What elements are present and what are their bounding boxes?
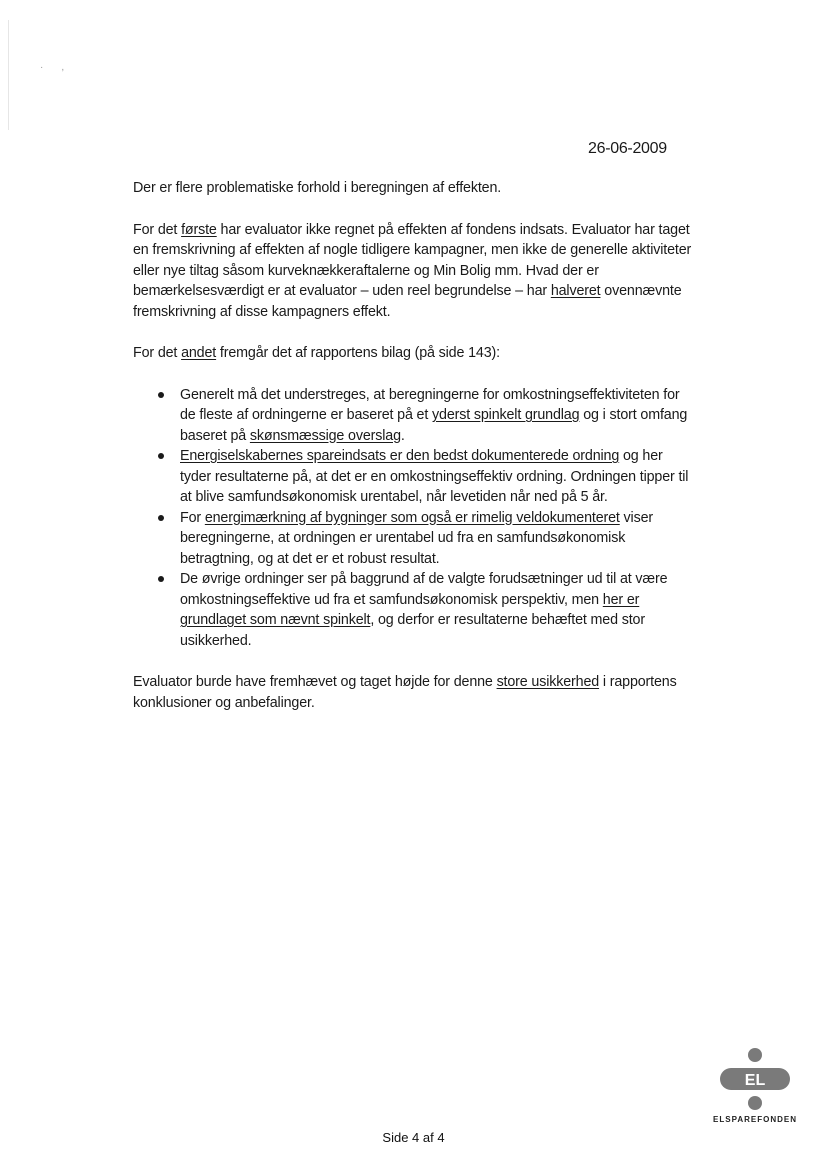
logo-bottom-dot bbox=[748, 1096, 762, 1110]
scan-specks: ·, bbox=[40, 62, 83, 73]
underlined-text: Energiselskabernes spareindsats er den bedst dokumenterede ordning bbox=[180, 448, 620, 464]
list-item: For energimærkning af bygninger som også er rimelig veldokumenteret viser beregningerne, at ordningen er urentabel ud fra en samfundsøkonomisk betragtning, og at det er et robust resultat. bbox=[133, 508, 693, 570]
underlined-text: store usikkerhed bbox=[496, 674, 600, 690]
underlined-text: yderst spinkelt grundlag bbox=[432, 407, 580, 423]
bullet-icon bbox=[158, 515, 164, 521]
bullet-icon bbox=[158, 392, 164, 398]
list-item: Generelt må det understreges, at beregningerne for omkostningseffektiviteten for de fleste af ordningerne er baseret på et yderst spinkelt grundlag og i stort omfang baseret på skønsmæssige overslag. bbox=[133, 385, 693, 447]
underlined-text: her er grundlaget som nævnt spinkelt bbox=[180, 591, 640, 628]
letter-body bbox=[133, 178, 693, 734]
conclusion-paragraph: Evaluator burde have fremhævet og taget højde for denne store usikkerhed i rapportens konklusioner og anbefalinger. bbox=[133, 674, 677, 711]
underlined-text: skønsmæssige overslag bbox=[249, 427, 401, 444]
document-date: 26-06-2009 bbox=[588, 140, 667, 157]
intro-paragraph: Der er flere problematiske forhold i beregningen af effekten. bbox=[133, 180, 502, 196]
underlined-text: halveret bbox=[550, 283, 601, 299]
list-item: De øvrige ordninger ser på baggrund af de valgte forudsætninger ud til at være omkostningseffektive ud fra et samfundsøkonomisk perspektiv, men her er grundlaget som nævnt spinkelt, og derfor er resultaterne behæftet med stor usikkerhed. bbox=[133, 569, 693, 651]
second-point-paragraph: For det andet fremgår det af rapportens bilag (på side 143): bbox=[133, 345, 500, 361]
underlined-text: energimærkning af bygninger som også er rimelig veldokumenteret bbox=[204, 509, 620, 526]
page-number: Side 4 af 4 bbox=[382, 1130, 445, 1145]
bullet-icon bbox=[158, 453, 164, 459]
bullet-list bbox=[133, 385, 693, 652]
logo-top-dot bbox=[748, 1048, 762, 1062]
logo-mark: EL bbox=[744, 1072, 766, 1089]
scan-edge-line bbox=[8, 20, 9, 130]
first-point-paragraph: For det første har evaluator ikke regnet på effekten af fondens indsats. Evaluator har taget en fremskrivning af effekten af nogle tidligere kampagner, men ikke de generelle aktiviteter eller nye tiltag såsom kurveknækkeraftalerne og Min Bolig mm. Hvad der er bemærkelsesværdigt er at evaluator – uden reel begrundelse – har halveret ovennævnte fremskrivning af disse kampagners effekt. bbox=[133, 221, 692, 320]
list-item: Energiselskabernes spareindsats er den bedst dokumenterede ordning og her tyder resultaterne på, at det er en omkostningseffektiv ordning. Ordningen tipper til at blive samfundsøkonomisk urentabel, når levetiden når ned på 5 år. bbox=[133, 446, 693, 508]
underlined-text: første bbox=[181, 221, 217, 238]
logo-name: ELSPAREFONDEN bbox=[713, 1115, 797, 1124]
underlined-text: andet bbox=[181, 345, 217, 361]
bullet-icon bbox=[158, 576, 164, 582]
